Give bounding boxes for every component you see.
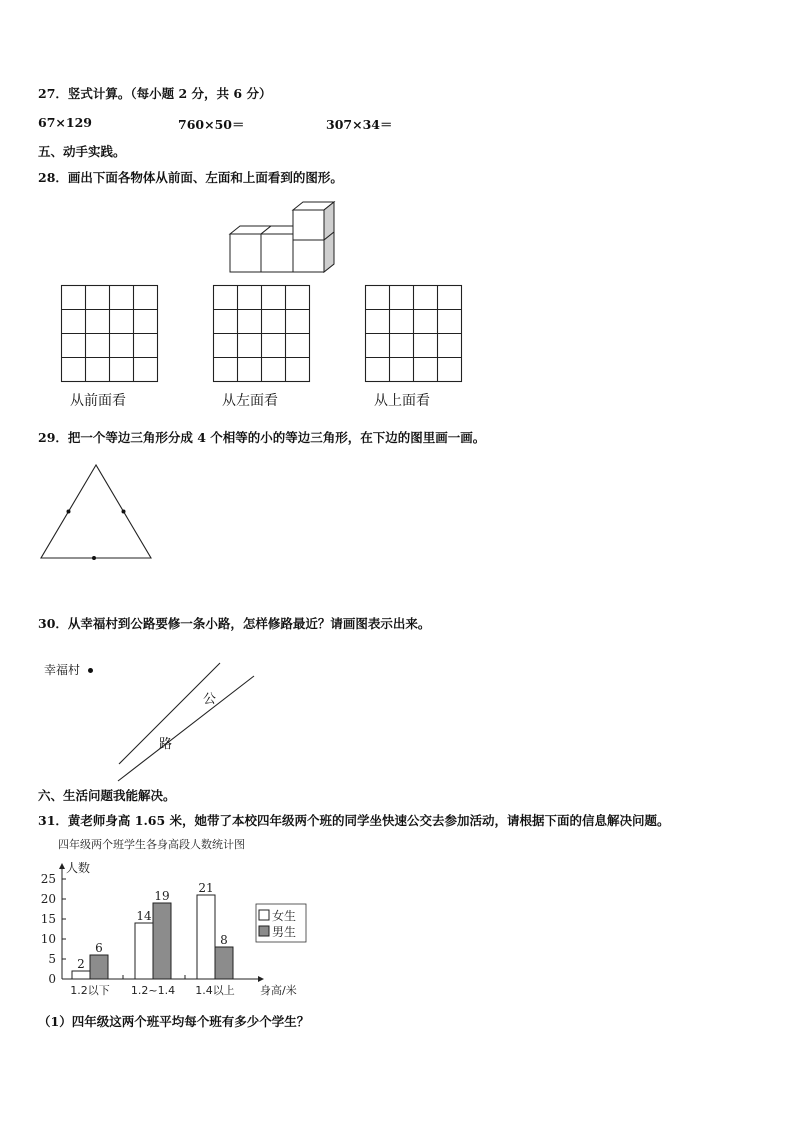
- midpoint-left-dot: [67, 510, 71, 514]
- y-tick-label: 10: [40, 932, 56, 946]
- village-name: 幸福村: [44, 663, 81, 677]
- bar-女生: [135, 923, 153, 979]
- section-6-heading: 六、生活问题我能解决。: [38, 788, 176, 803]
- y-axis-arrow: [59, 863, 65, 869]
- y-tick-label: 0: [48, 972, 56, 986]
- section-5-heading: 五、动手实践。: [38, 144, 126, 159]
- midpoint-bottom-dot: [92, 556, 96, 560]
- road-figure: [115, 660, 260, 785]
- calc-item-1: 67×129: [38, 115, 92, 130]
- bar-女生: [197, 895, 215, 979]
- midpoint-right-dot: [122, 510, 126, 514]
- legend-label: 女生: [272, 909, 297, 923]
- cube-stack-figure: [225, 196, 340, 276]
- x-tick-label: 1.2以下: [70, 984, 110, 997]
- caption-left-view: 从左面看: [222, 393, 278, 409]
- x-axis-label: 身高/米: [260, 984, 297, 997]
- village-dot: [88, 668, 93, 673]
- chart-title: 四年级两个班学生各身高段人数统计图: [58, 838, 245, 851]
- bar-value-label: 14: [136, 909, 152, 923]
- bar-value-label: 21: [198, 881, 214, 895]
- q30-title: 30．从幸福村到公路要修一条小路，怎样修路最近？请画图表示出来。: [38, 616, 431, 631]
- left-view-grid[interactable]: [213, 285, 310, 382]
- legend-swatch: [259, 910, 269, 920]
- bar-男生: [153, 903, 171, 979]
- bar-男生: [90, 955, 108, 979]
- calc-item-3: 307×34＝: [326, 117, 393, 132]
- y-tick-label: 15: [40, 912, 56, 926]
- y-axis-label: 人数: [66, 861, 91, 875]
- y-tick-label: 20: [40, 892, 56, 906]
- q31-sub1: （1）四年级这两个班平均每个班有多少个学生？: [38, 1014, 310, 1029]
- bar-女生: [72, 971, 90, 979]
- bar-value-label: 6: [95, 941, 103, 955]
- calc-item-2: 760×50＝: [178, 117, 245, 132]
- road-char-gong: 公: [203, 692, 217, 707]
- bar-value-label: 2: [77, 957, 85, 971]
- x-axis-arrow: [258, 976, 264, 982]
- road-char-lu: 路: [159, 737, 173, 752]
- legend-label: 男生: [272, 925, 297, 939]
- bar-value-label: 8: [220, 933, 228, 947]
- height-bar-chart: [36, 832, 296, 1002]
- bar-男生: [215, 947, 233, 979]
- q28-title: 28．画出下面各物体从前面、左面和上面看到的图形。: [38, 170, 343, 185]
- top-view-grid[interactable]: [365, 285, 462, 382]
- q29-title: 29．把一个等边三角形分成 4 个相等的小的等边三角形，在下边的图里画一画。: [38, 430, 486, 445]
- x-tick-label: 1.2~1.4: [130, 984, 176, 997]
- bar-value-label: 19: [154, 889, 170, 903]
- q31-title: 31．黄老师身高 1.65 米，她带了本校四年级两个班的同学坐快速公交去参加活动，请根据下面的信息解决问题。: [38, 813, 670, 828]
- q27-title: 27．竖式计算。（每小题 2 分，共 6 分）: [38, 86, 272, 101]
- village-label: [44, 661, 93, 678]
- caption-front-view: 从前面看: [70, 393, 126, 409]
- equilateral-triangle-figure[interactable]: [38, 462, 154, 562]
- legend-swatch: [259, 926, 269, 936]
- caption-top-view: 从上面看: [374, 393, 430, 409]
- x-tick-label: 1.4以上: [195, 984, 235, 997]
- front-view-grid[interactable]: [61, 285, 158, 382]
- y-tick-label: 25: [40, 872, 56, 886]
- y-tick-label: 5: [48, 952, 56, 966]
